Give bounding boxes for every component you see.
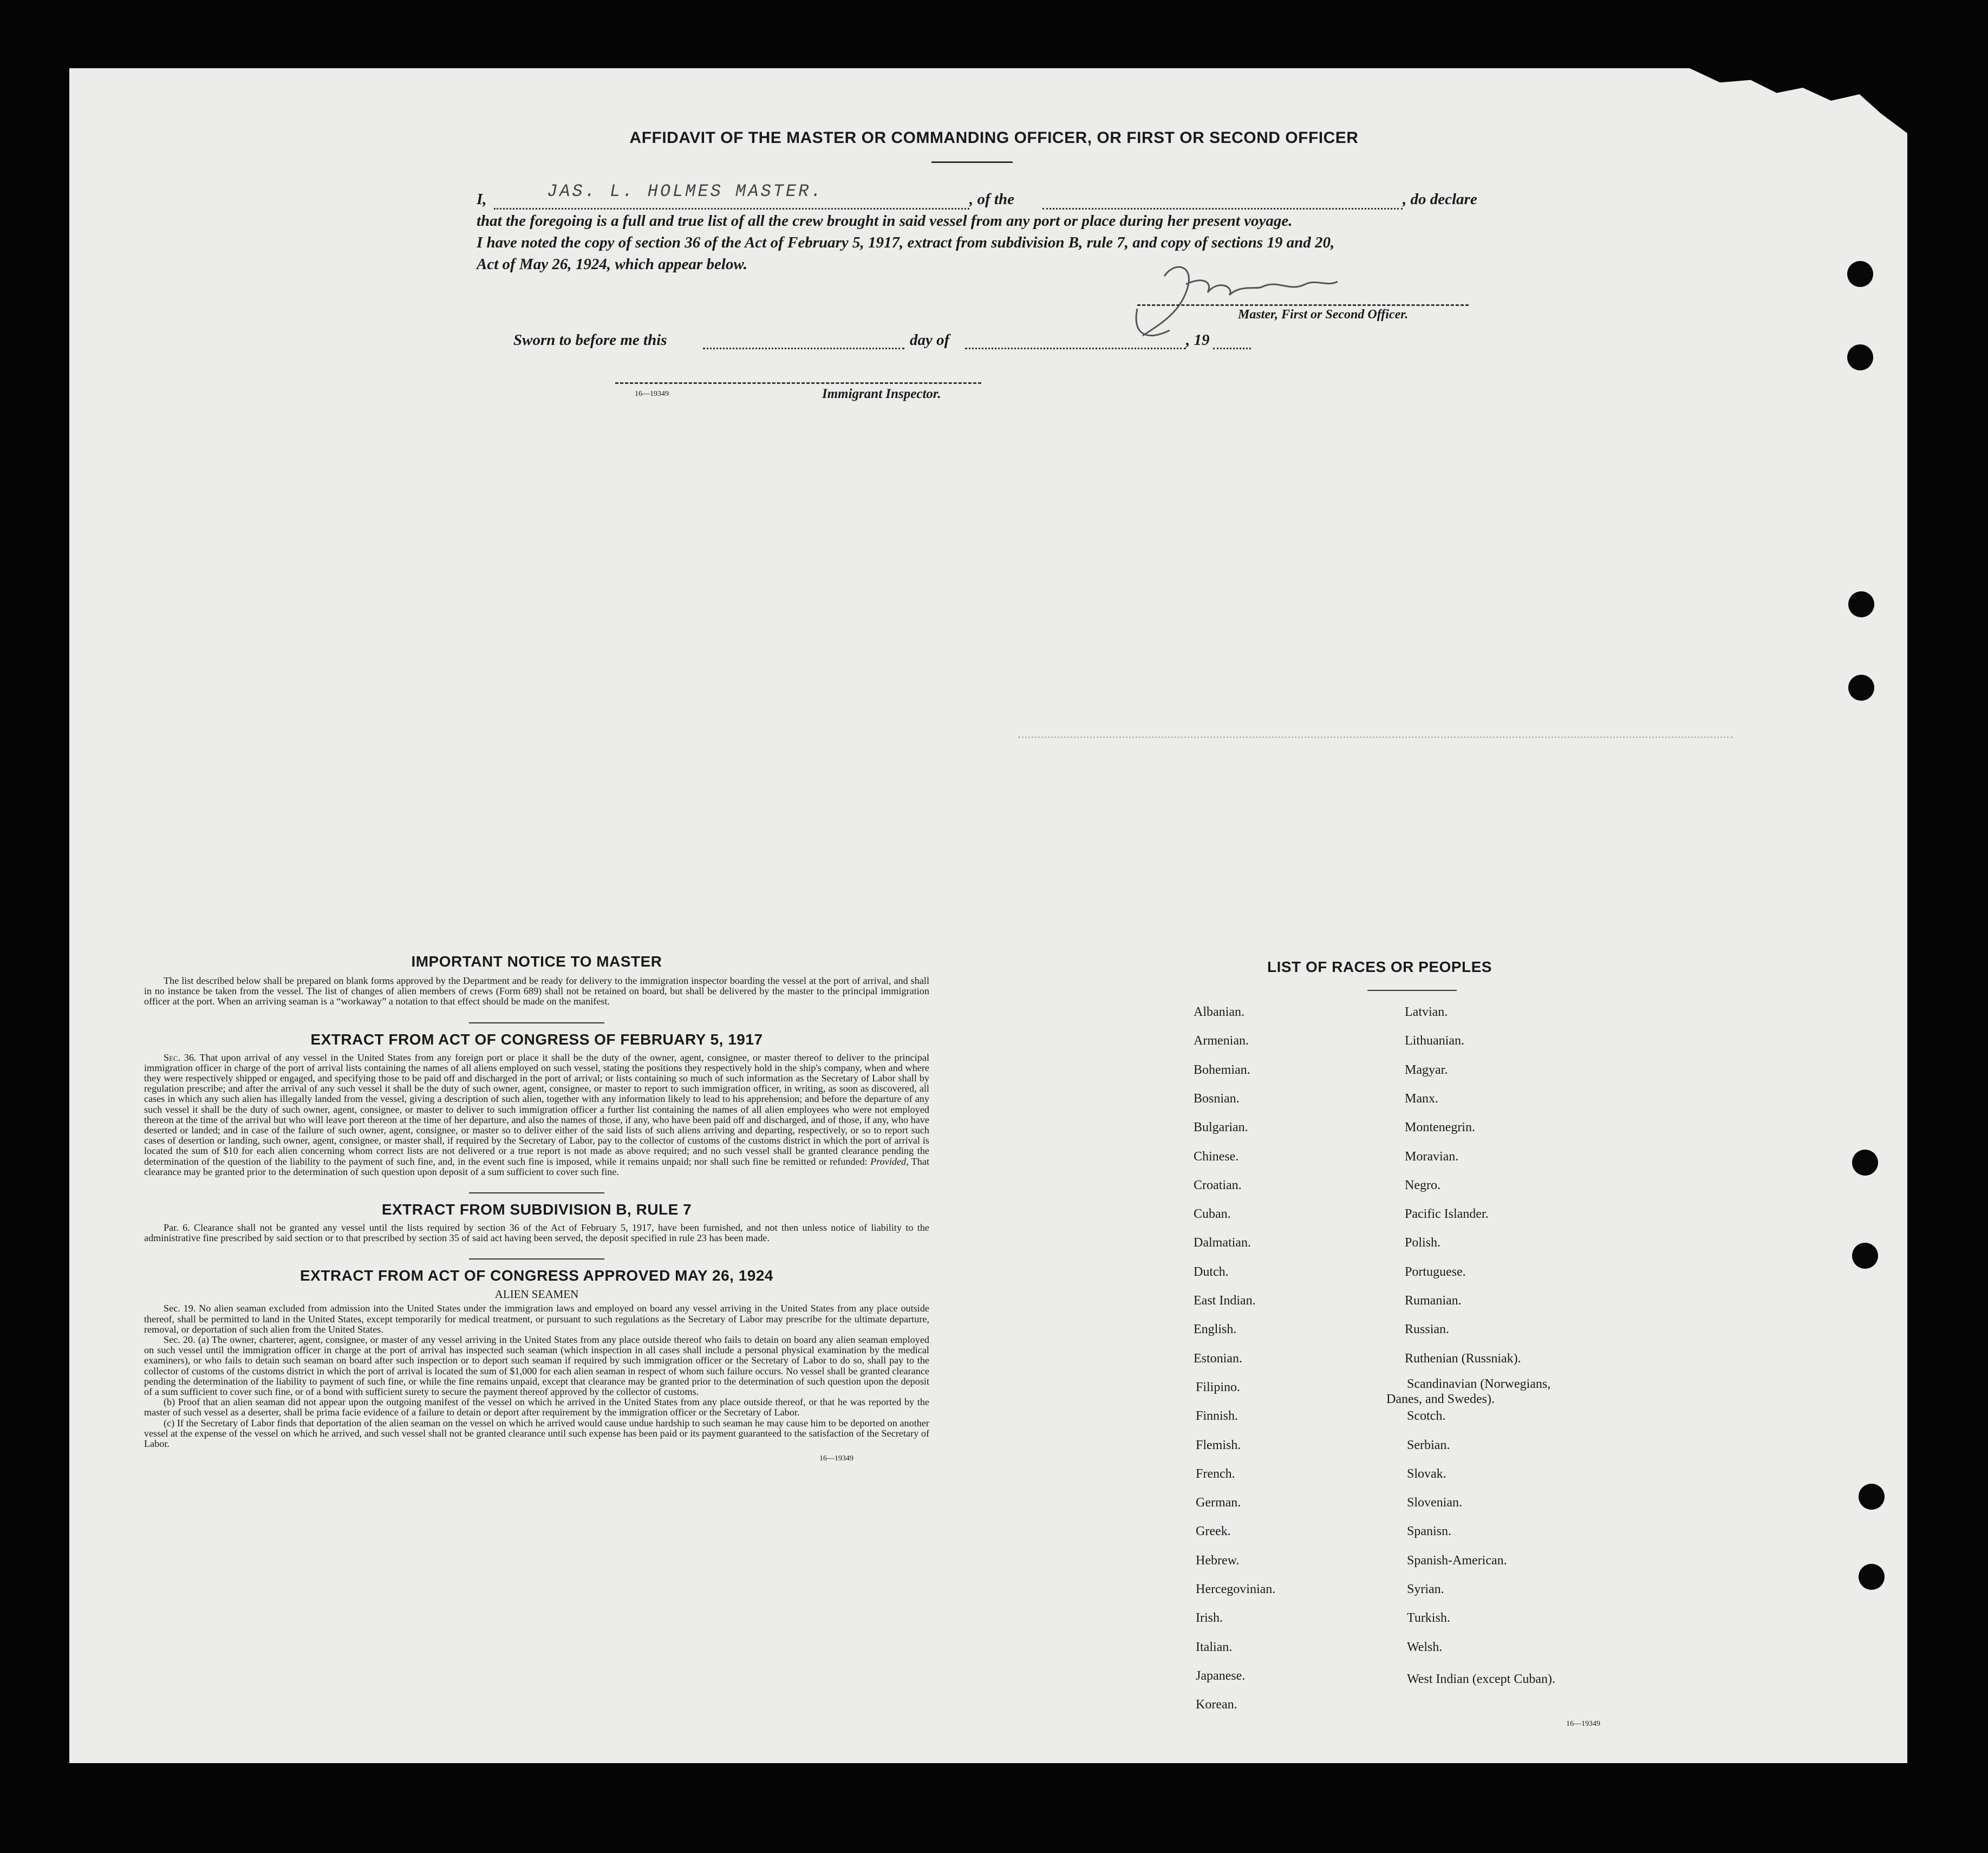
- extract-1924-title: EXTRACT FROM ACT OF CONGRESS APPROVED MAY 26, 1924: [300, 1267, 773, 1284]
- vessel-line: [1042, 208, 1403, 210]
- race-item: Serbian.: [1407, 1438, 1450, 1452]
- punch-hole: [1847, 344, 1873, 370]
- races-title: LIST OF RACES OR PEOPLES: [1267, 958, 1492, 975]
- punch-hole: [1852, 1243, 1878, 1269]
- race-item: Negro.: [1405, 1178, 1441, 1192]
- races-form-number: 16—19349: [1566, 1720, 1600, 1728]
- race-item: Lithuanian.: [1405, 1034, 1464, 1048]
- notice-title: IMPORTANT NOTICE TO MASTER: [411, 953, 662, 970]
- sworn-year-prefix: , 19: [1186, 331, 1210, 349]
- race-item: Chinese.: [1194, 1149, 1239, 1164]
- handwritten-master-name: JAS. L. HOLMES MASTER.: [547, 181, 824, 201]
- race-item: Turkish.: [1407, 1611, 1450, 1626]
- extract-1917-tail: That clearance may be granted prior to the determination of such question upon deposit of a sum sufficient to cover such fine.: [144, 1156, 930, 1177]
- race-item: Filipino.: [1196, 1380, 1241, 1394]
- race-item: Irish.: [1196, 1611, 1223, 1626]
- sec20c-text: (c) If the Secretary of Labor finds that deportation of the alien seaman on the vessel on which he arrived would cause undue hardship to such seaman he may cause him to be deported on another vessel at the expense of the vessel on which he arrived, and such vessel shall not be granted clearance until such expense has been paid or its payment guaranteed to the satisfaction of the Secretary of Labor.: [144, 1417, 929, 1450]
- race-item: Moravian.: [1405, 1149, 1459, 1164]
- punch-hole: [1848, 591, 1874, 617]
- race-item: West Indian (except Cuban).: [1407, 1672, 1555, 1686]
- race-item: English.: [1194, 1322, 1237, 1337]
- race-item: Latvian.: [1405, 1005, 1448, 1019]
- race-item: Cuban.: [1194, 1207, 1231, 1222]
- affidavit-line3: I have noted the copy of section 36 of the Act of February 5, 1917, extract from subdivision B, rule 7, and copy of sections 19 and 20,: [477, 234, 1335, 251]
- section-divider: [469, 1022, 604, 1023]
- race-item: Spanish-American.: [1407, 1553, 1507, 1568]
- race-item: Manx.: [1405, 1091, 1438, 1106]
- race-item: Scotch.: [1407, 1409, 1446, 1424]
- affidavit-line2: that the foregoing is a full and true list of all the crew brought in said vessel from any port or place during her present voyage.: [477, 212, 1293, 230]
- extract-1917-provided: Provided,: [870, 1156, 909, 1167]
- sworn-year-line: [1213, 348, 1251, 349]
- extract-1917-body: That upon arrival of any vessel in the United States from any foreign port or place it shall be the duty of the owner, agent, consignee, or master thereof to deliver to the principal immigration officer in charge of the port of arrival lists containing the names of all aliens employed on such vessel, stating the positions they respectively hold in the ship's company, when and where they were respectively shipped or engaged, and specifying those to be paid off and discharged in the port of arrival; or lists containing so much of such information as the Secretary of Labor shall by regulation prescribe; and after the arrival of any such vessel it shall be the duty of such owner, agent, consignee, or master to report to such immigration officer, in writing, as soon as discovered, all cases in which any such alien has illegally landed from the vessel, giving a description of such alien, together with any information likely to lead to his apprehension; and before the departure of any such vessel it shall be the duty of such owner, agent, consignee, or master to deliver to such immigration officer a further list containing the names of all alien employees who were not employed thereon at the time of the arrival but who will leave port thereon at the time of her departure, and also the names of those, if any, who have been paid off and discharged, and of those, if any, who have deserted or landed; and in case of the failure of such owner, agent, consignee, or master so to deliver either of the said lists of such aliens arriving and departing, respectively, or so to report such cases of desertion or landing, such owner, agent, consignee, or master shall, if required by the Secretary of Labor, pay to the collector of customs of the customs district in which the port of arrival is located the sum of $10 for each alien concerning whom correct lists are not delivered or a true report is not made as above required; and no such vessel shall be granted clearance pending the determination of the question of the liability to the payment of such fine, and, in the event such fine is imposed, while it remains unpaid; nor shall such fine be remitted or refunded:: [144, 1052, 930, 1167]
- faint-bleedthrough: [1018, 736, 1733, 741]
- title-rule: [931, 161, 1013, 163]
- rule7-text: Par. 6. Clearance shall not be granted any vessel until the lists required by section 36 of the Act of February 5, 1917, have been furnished, and not then unless notice of liability to the administrative fine prescribed by said section or to that prescribed by section 35 of said act having been served, the deposit specified in rule 23 has been made.: [144, 1222, 929, 1244]
- race-item: Ruthenian (Russniak).: [1405, 1351, 1521, 1366]
- race-item: Slovenian.: [1407, 1496, 1462, 1510]
- extract-1917-sec: Sec. 36.: [164, 1052, 197, 1063]
- punch-hole: [1847, 261, 1873, 287]
- sworn-month-line: [965, 348, 1186, 349]
- race-item: Montenegrin.: [1405, 1120, 1475, 1135]
- punch-hole: [1859, 1484, 1885, 1510]
- master-signature: [1126, 255, 1408, 347]
- race-item: Polish.: [1405, 1236, 1441, 1250]
- race-item: Bulgarian.: [1194, 1120, 1248, 1135]
- race-item: Rumanian.: [1405, 1294, 1462, 1308]
- punch-hole: [1848, 675, 1874, 701]
- affidavit-title: AFFIDAVIT OF THE MASTER OR COMMANDING OFFICER, OR FIRST OR SECOND OFFICER: [629, 129, 1359, 147]
- race-item: Armenian.: [1194, 1034, 1249, 1048]
- extract-1917-text: [144, 1053, 929, 1177]
- affidavit-line1-prefix: I,: [477, 191, 487, 208]
- left-column: [144, 953, 929, 1463]
- punch-hole: [1859, 1564, 1885, 1590]
- race-item: Magyar.: [1405, 1062, 1448, 1077]
- race-item: Syrian.: [1407, 1582, 1444, 1596]
- race-item: Hercegovinian.: [1196, 1582, 1276, 1596]
- race-item: Danes, and Swedes).: [1386, 1392, 1495, 1406]
- race-item: Japanese.: [1196, 1668, 1246, 1683]
- affidavit-form-number: 16—19349: [635, 390, 669, 398]
- affidavit-do-declare: , do declare: [1403, 191, 1477, 208]
- notice-text: The list described below shall be prepared on blank forms approved by the Department and be ready for delivery to the immigration inspector boarding the vessel at the port of arrival, and shall in no instance be taken from the vessel. The list of changes of alien members of crews (Form 689) shall not be retained on board, but shall be delivered by the master to the principal immigration officer at the port. When an arriving seaman is a “workaway” a notation to that effect should be made on the manifest.: [144, 975, 929, 1007]
- race-item: Bohemian.: [1194, 1062, 1250, 1077]
- rule7-title: EXTRACT FROM SUBDIVISION B, RULE 7: [381, 1201, 692, 1218]
- section-divider: [469, 1258, 604, 1260]
- race-item: Hebrew.: [1196, 1553, 1240, 1568]
- race-item: Spanisn.: [1407, 1524, 1452, 1539]
- race-item: Scandinavian (Norwegians,: [1407, 1376, 1551, 1391]
- race-item: Finnish.: [1196, 1409, 1239, 1424]
- race-item: French.: [1196, 1466, 1235, 1481]
- sec20a-text: Sec. 20. (a) The owner, charterer, agent, consignee, or master of any vessel arriving in the United States from any place outside thereof who fails to detain on board any alien seaman employed on such vessel until the immigration officer in charge at the port of arrival has inspected such seaman (which inspection in all cases shall include a personal physical examination by the medical examiners), or who fails to detain such seaman on board after such inspection or to deport such seaman if required by such immigration officer or the Secretary of Labor to do so, shall pay to the collector of customs of the customs district in which the port of arrival is located the sum of $1,000 for each alien seaman in respect of whom such failure occurs. No vessel shall be granted clearance pending the determination of the liability to payment of such fine, or while the fine remains unpaid, except that clearance may be granted prior to the determination of such question upon the deposit of a sum sufficient to cover such fine, or of a bond with sufficient surety to secure the payment thereof approved by the collector of customs.: [144, 1334, 929, 1398]
- race-item: German.: [1196, 1496, 1241, 1510]
- race-item: Greek.: [1196, 1524, 1231, 1539]
- sec20b-text: (b) Proof that an alien seaman did not appear upon the outgoing manifest of the vessel on which he arrived in the United States from any place outside thereof, or that he was reported by the master of such vessel as a deserter, shall be prima facie evidence of a failure to detain or deport after requirement by the immigration officer or the Secretary of Labor.: [144, 1397, 929, 1418]
- race-item: Slovak.: [1407, 1466, 1446, 1481]
- sworn-prefix: Sworn to before me this: [513, 331, 667, 349]
- race-item: Croatian.: [1194, 1178, 1242, 1192]
- race-item: Bosnian.: [1194, 1091, 1240, 1106]
- signature-label: Master, First or Second Officer.: [1238, 308, 1409, 322]
- document-sheet: [69, 68, 1907, 1763]
- races-title-rule: [1367, 990, 1457, 991]
- race-item: Albanian.: [1194, 1005, 1244, 1019]
- race-item: Estonian.: [1194, 1351, 1242, 1366]
- race-item: Flemish.: [1196, 1438, 1241, 1452]
- race-item: Korean.: [1196, 1698, 1237, 1712]
- sec19-text: Sec. 19. No alien seaman excluded from admission into the United States under the immigration laws and employed on board any vessel arriving in the United States from any place outside thereof, shall be permitted to land in the United States, except temporarily for medical treatment, or pursuant to such regulations as the Secretary of Labor may prescribe for the ultimate departure, removal, or deportation of such alien from the United States.: [144, 1303, 929, 1335]
- race-item: Welsh.: [1407, 1640, 1443, 1654]
- race-item: Italian.: [1196, 1640, 1233, 1654]
- extract-1924-form-number: 16—19349: [819, 1454, 853, 1463]
- race-item: Pacific Islander.: [1405, 1207, 1489, 1222]
- alien-seamen-subtitle: ALIEN SEAMEN: [494, 1288, 579, 1301]
- race-item: East Indian.: [1194, 1294, 1256, 1308]
- race-item: Portuguese.: [1405, 1264, 1466, 1279]
- affidavit-of-the: , of the: [969, 191, 1014, 208]
- signature-line: [1137, 304, 1469, 306]
- section-divider: [469, 1192, 604, 1193]
- inspector-line: [615, 382, 981, 384]
- name-line: [494, 208, 969, 210]
- race-item: Dalmatian.: [1194, 1236, 1251, 1250]
- inspector-label: Immigrant Inspector.: [822, 387, 941, 401]
- sworn-day-line: [703, 348, 904, 349]
- punch-hole: [1852, 1150, 1878, 1176]
- sworn-day-of: day of: [910, 331, 950, 349]
- extract-1917-title: EXTRACT FROM ACT OF CONGRESS OF FEBRUARY 5, 1917: [310, 1030, 763, 1048]
- race-item: Russian.: [1405, 1322, 1450, 1337]
- race-item: Dutch.: [1194, 1264, 1229, 1279]
- affidavit-line4: Act of May 26, 1924, which appear below.: [477, 256, 747, 273]
